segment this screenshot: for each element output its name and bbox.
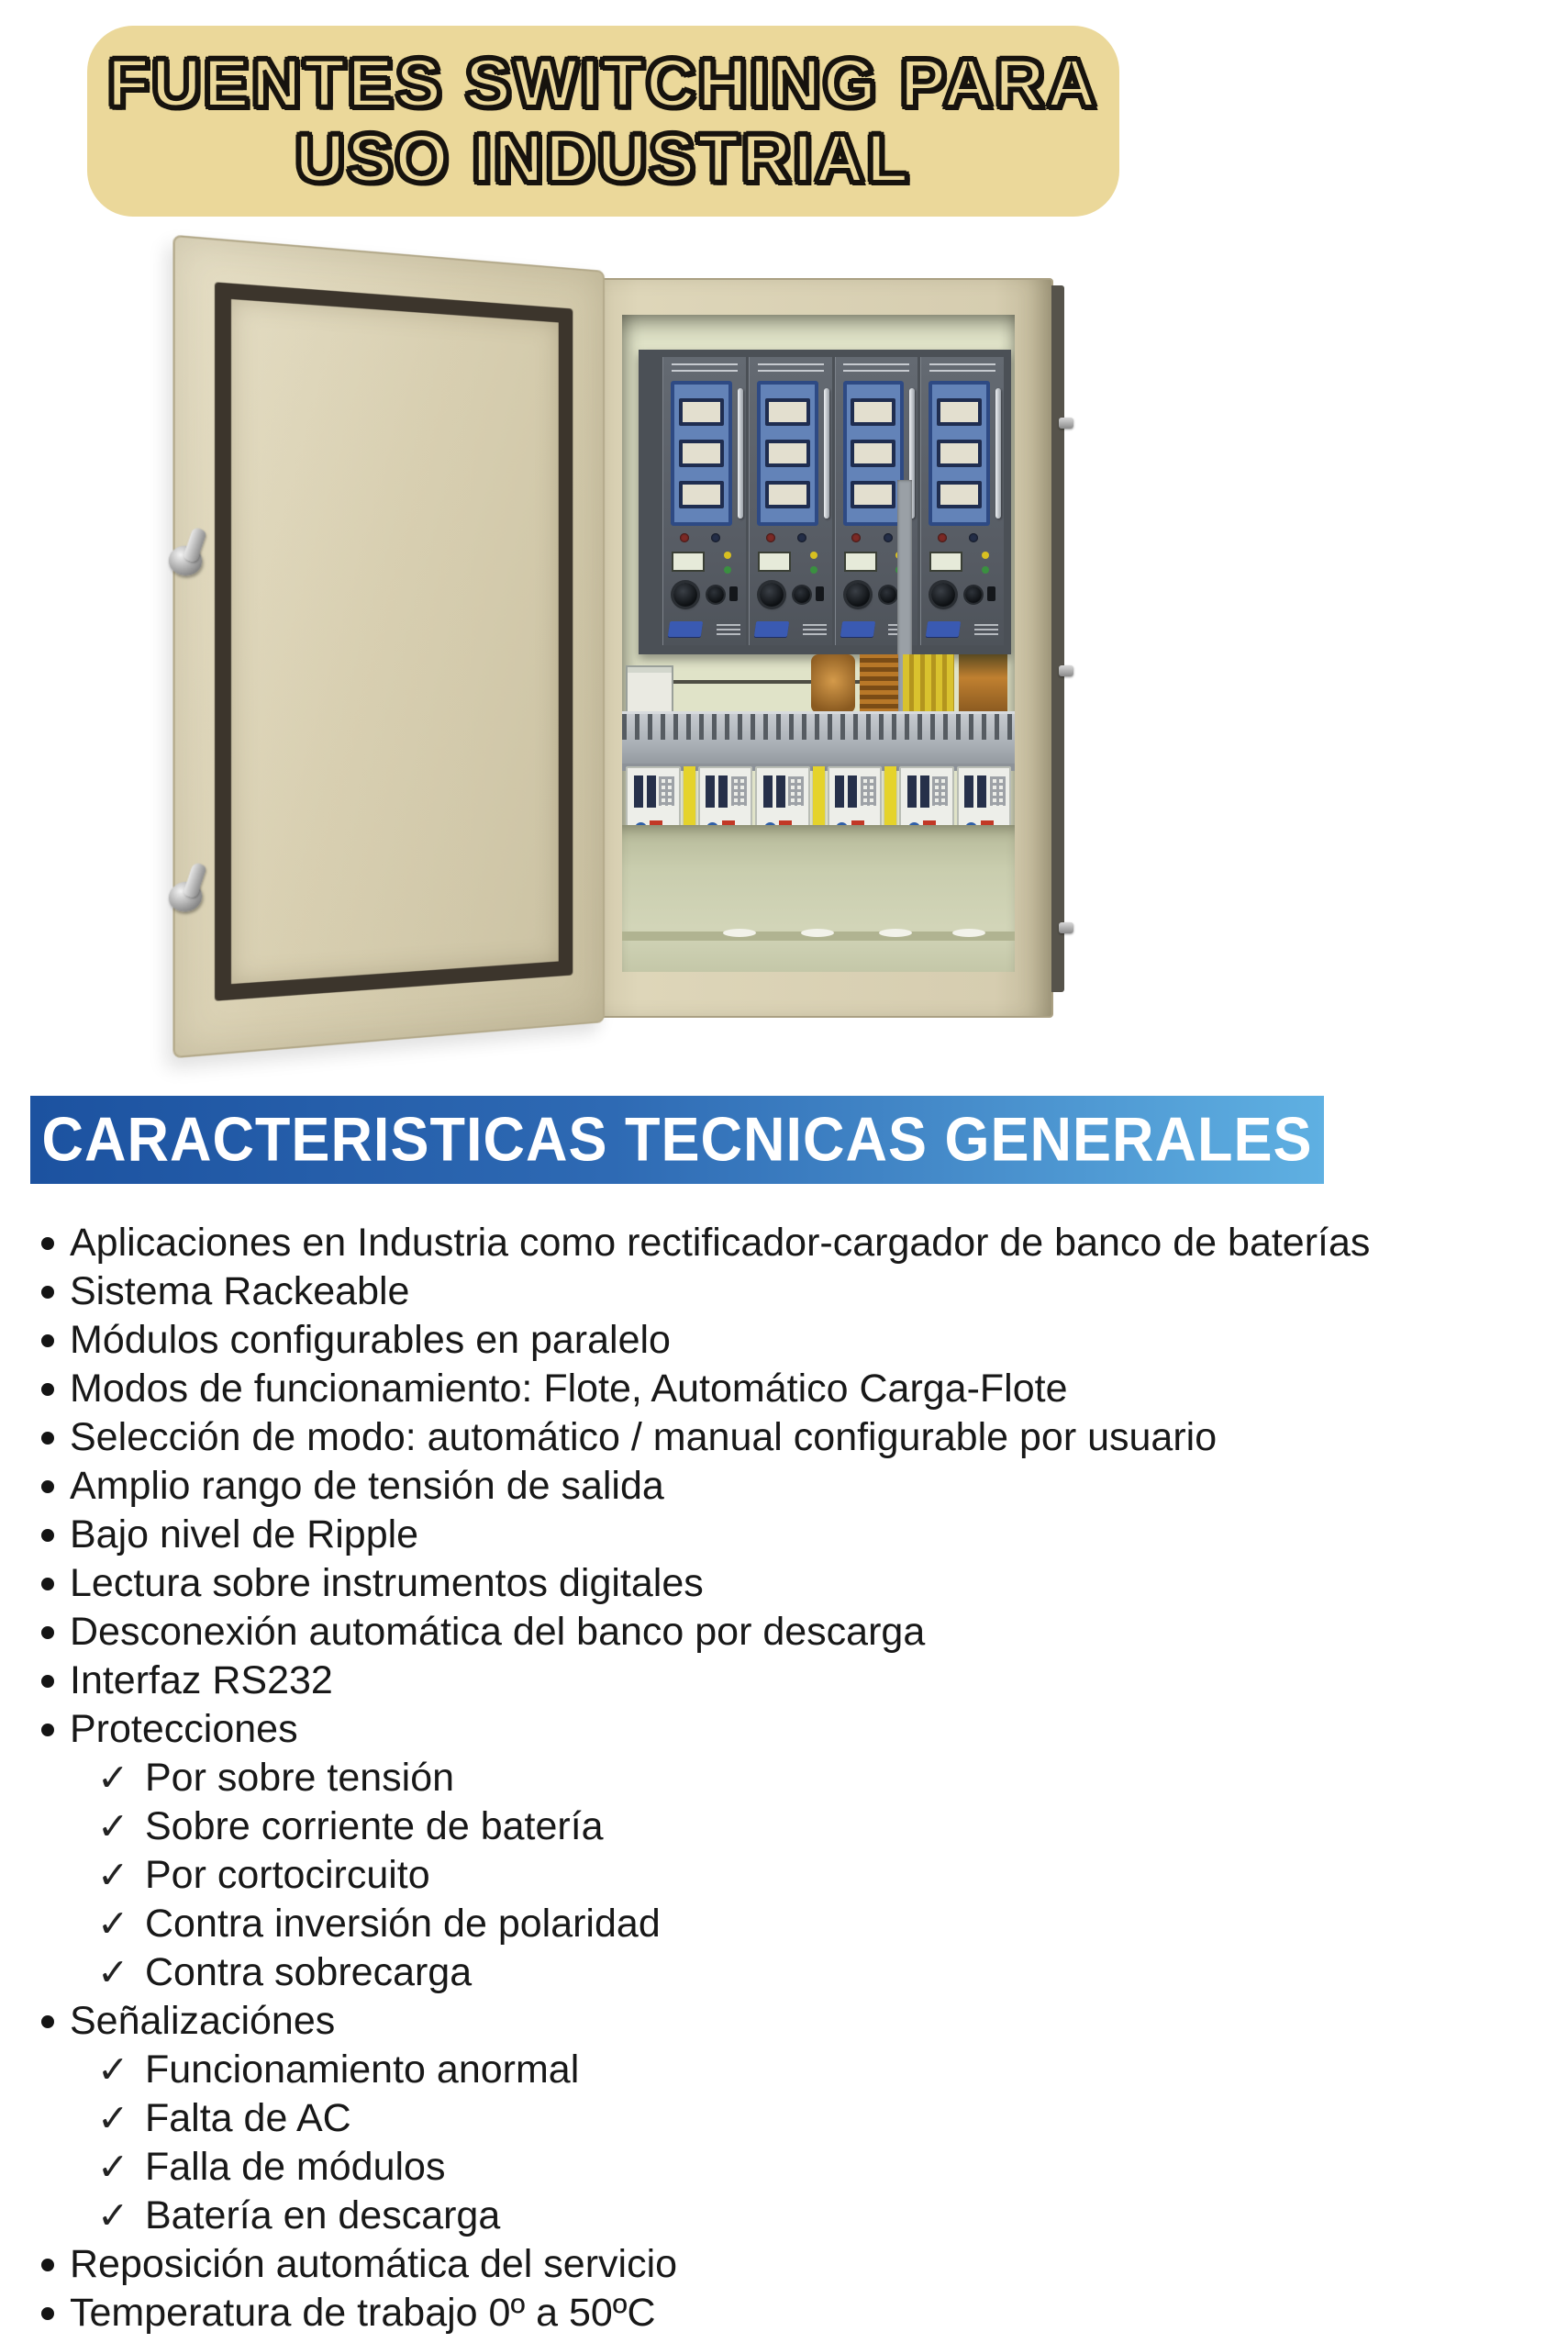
hinge-pin: [1059, 665, 1073, 676]
feature-item: [0, 1754, 1541, 1802]
module-label-lines: [672, 363, 738, 374]
check-icon: ✓: [97, 1951, 129, 1993]
feature-item: [0, 2240, 1541, 2289]
module-label-lines: [929, 363, 995, 374]
feature-item: [0, 2046, 1541, 2094]
bullet-icon: [41, 1529, 54, 1542]
adjust-knob: [707, 586, 724, 603]
cabinet-interior: [622, 315, 1015, 972]
check-icon: ✓: [97, 1854, 129, 1896]
module-model-text: [717, 624, 740, 635]
feature-item: [0, 1900, 1541, 1948]
feature-item: [0, 1948, 1541, 1997]
section-header: [30, 1096, 1324, 1184]
feature-item: [0, 2289, 1541, 2337]
module-display-chip: [672, 552, 705, 572]
indicator-led: [711, 533, 720, 542]
door-latch-icon: [169, 865, 231, 915]
indicator-led: [851, 533, 861, 542]
adjust-knob: [673, 583, 697, 607]
meter-display: [765, 481, 810, 508]
meter-display: [765, 440, 810, 467]
feature-text: Aplicaciones en Industria como rectificador-cargador de banco de baterías: [70, 1221, 1371, 1265]
bullet-icon: [41, 1578, 54, 1590]
transformer-assembly: [811, 654, 1007, 713]
bullet-icon: [41, 2259, 54, 2271]
feature-text: Contra sobrecarga: [145, 1950, 473, 1994]
feature-text: Temperatura de trabajo 0º a 50ºC: [70, 2291, 656, 2335]
feature-item: [0, 1316, 1541, 1365]
indicator-led: [680, 533, 689, 542]
feature-text: Por sobre tensión: [145, 1756, 455, 1800]
adjust-knob: [760, 583, 784, 607]
feature-item: [0, 1219, 1541, 1267]
check-icon: ✓: [97, 1757, 129, 1799]
bullet-icon: [41, 1383, 54, 1396]
floor-hole: [723, 929, 756, 937]
check-icon: ✓: [97, 2146, 129, 2188]
meter-display: [937, 440, 982, 467]
floor-hole: [952, 929, 985, 937]
feature-item: [0, 1705, 1541, 1754]
adjust-knob: [931, 583, 955, 607]
bullet-icon: [41, 1334, 54, 1347]
feature-text: Falta de AC: [145, 2096, 351, 2140]
meter-display: [765, 398, 810, 426]
bullet-icon: [41, 2307, 54, 2320]
feature-text: Reposición automática del servicio: [70, 2242, 678, 2286]
feature-text: Sistema Rackeable: [70, 1269, 410, 1313]
check-icon: ✓: [97, 1805, 129, 1847]
module-handle: [824, 388, 829, 519]
latch-lever: [183, 862, 207, 898]
meter-display: [679, 398, 724, 426]
module-meter-panel: [843, 381, 905, 526]
meter-display: [851, 440, 895, 467]
feature-text: Batería en descarga: [145, 2193, 501, 2237]
feature-text: Desconexión automática del banco por descarga: [70, 1610, 926, 1654]
module-display-chip: [844, 552, 877, 572]
features-list: [0, 1219, 1541, 2337]
bullet-icon: [41, 1286, 54, 1299]
hinge-pin: [1059, 922, 1073, 933]
feature-item: [0, 2094, 1541, 2143]
feature-text: Bajo nivel de Ripple: [70, 1512, 419, 1556]
feature-text: Modos de funcionamiento: Flote, Automático Carga-Flote: [70, 1367, 1068, 1411]
adjust-knob: [846, 583, 870, 607]
module-display-chip: [758, 552, 791, 572]
title-line-2: USO INDUSTRIAL: [295, 120, 911, 196]
feature-text: Señalizaciónes: [70, 1999, 336, 2043]
module-handle: [738, 388, 743, 519]
module-label-lines: [758, 363, 824, 374]
feature-item: [0, 1267, 1541, 1316]
feature-item: [0, 2143, 1541, 2192]
psu-module: [920, 357, 1004, 645]
feature-text: Funcionamiento anormal: [145, 2047, 580, 2092]
feature-text: Sobre corriente de batería: [145, 1804, 604, 1848]
yellow-led: [810, 552, 817, 559]
bullet-icon: [41, 1626, 54, 1639]
module-meter-panel: [929, 381, 990, 526]
toggle-switch: [816, 586, 824, 601]
feature-item: [0, 2192, 1541, 2240]
feature-item: [0, 1851, 1541, 1900]
cabinet-floor: [622, 825, 1015, 972]
feature-text: Protecciones: [70, 1707, 298, 1751]
module-meter-panel: [671, 381, 732, 526]
yellow-led: [724, 552, 731, 559]
bullet-icon: [41, 1675, 54, 1688]
title-line-1: FUENTES SWITCHING PARA: [107, 44, 1099, 121]
cabinet-door: [172, 235, 605, 1059]
indicator-led: [969, 533, 978, 542]
meter-display: [851, 481, 895, 508]
check-icon: ✓: [97, 2048, 129, 2091]
brand-logo: [754, 621, 789, 637]
module-model-text: [974, 624, 998, 635]
feature-text: Contra inversión de polaridad: [145, 1902, 661, 1946]
indicator-led: [884, 533, 893, 542]
meter-display: [937, 481, 982, 508]
cabinet-photo: [128, 262, 1064, 1060]
module-meter-panel: [757, 381, 818, 526]
brand-logo: [926, 621, 961, 637]
check-icon: ✓: [97, 1902, 129, 1945]
transformer-coil: [811, 654, 855, 713]
floor-hole: [801, 929, 834, 937]
feature-text: Módulos configurables en paralelo: [70, 1318, 671, 1362]
feature-item: [0, 1413, 1541, 1462]
green-led: [982, 566, 989, 574]
door-latch-icon: [169, 531, 231, 578]
green-led: [724, 566, 731, 574]
module-rack-panel: [639, 350, 1011, 654]
module-label-lines: [843, 363, 909, 374]
feature-text: Amplio rango de tensión de salida: [70, 1464, 664, 1508]
feature-text: Por cortocircuito: [145, 1853, 430, 1897]
feature-text: Falla de módulos: [145, 2145, 446, 2189]
floor-hole: [879, 929, 912, 937]
adjust-knob: [794, 586, 810, 603]
bullet-icon: [41, 1480, 54, 1493]
module-display-chip: [929, 552, 962, 572]
title-banner: [87, 26, 1119, 217]
indicator-led: [766, 533, 775, 542]
bullet-icon: [41, 1724, 54, 1736]
check-icon: ✓: [97, 2194, 129, 2237]
feature-item: [0, 1559, 1541, 1608]
toggle-switch: [729, 586, 738, 601]
feature-item: [0, 1657, 1541, 1705]
psu-module: [662, 357, 746, 645]
transformer-core: [959, 654, 1007, 713]
bullet-icon: [41, 1432, 54, 1445]
bullet-icon: [41, 2015, 54, 2028]
feature-item: [0, 1462, 1541, 1511]
feature-item: [0, 1802, 1541, 1851]
feature-text: Interfaz RS232: [70, 1658, 333, 1702]
adjust-knob: [965, 586, 982, 603]
adjust-knob: [880, 586, 896, 603]
feature-item: [0, 1997, 1541, 2046]
bullet-icon: [41, 1237, 54, 1250]
indicator-led: [797, 533, 806, 542]
feature-item: [0, 1608, 1541, 1657]
latch-lever: [183, 527, 207, 563]
meter-display: [851, 398, 895, 426]
brand-logo: [668, 621, 703, 637]
green-led: [810, 566, 817, 574]
feature-item: [0, 1365, 1541, 1413]
wiring-duct: [622, 711, 1015, 771]
meter-display: [679, 440, 724, 467]
yellow-led: [982, 552, 989, 559]
toggle-switch: [987, 586, 995, 601]
transformer-tape-coil: [903, 654, 954, 713]
meter-display: [679, 481, 724, 508]
meter-display: [937, 398, 982, 426]
module-handle: [995, 388, 1001, 519]
hinge-pin: [1059, 418, 1073, 429]
feature-item: [0, 1511, 1541, 1559]
feature-text: Lectura sobre instrumentos digitales: [70, 1561, 704, 1605]
door-gasket-seal: [215, 282, 573, 1000]
psu-module: [749, 357, 832, 645]
section-header-label: CARACTERISTICAS TECNICAS GENERALES: [41, 1105, 1313, 1175]
cabinet-body: [580, 278, 1053, 1018]
module-model-text: [803, 624, 827, 635]
brand-logo: [840, 621, 874, 637]
feature-text: Selección de modo: automático / manual configurable por usuario: [70, 1415, 1218, 1459]
cabinet-sidewall: [1051, 285, 1064, 992]
transformer-laminations: [860, 654, 898, 713]
check-icon: ✓: [97, 2097, 129, 2139]
indicator-led: [938, 533, 947, 542]
